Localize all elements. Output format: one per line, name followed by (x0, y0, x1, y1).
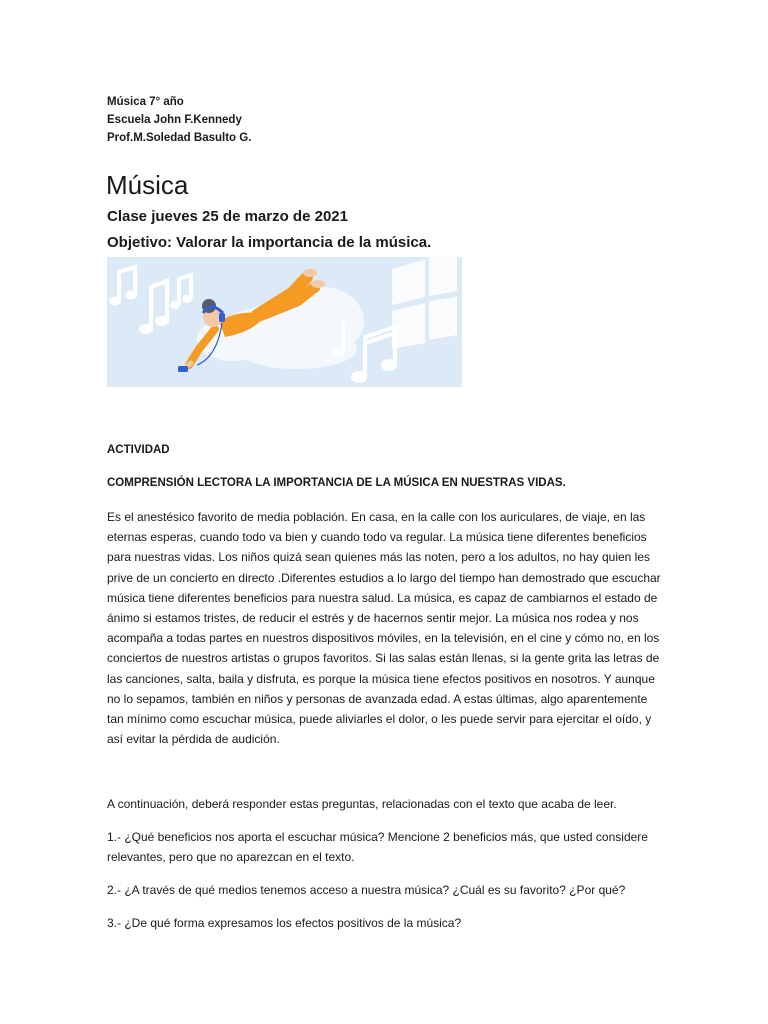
music-illustration (107, 257, 462, 387)
document-header (107, 93, 251, 147)
question-3: 3.- ¿De qué forma expresamos los efectos positivos de la música? (107, 916, 462, 930)
teacher-name: Prof.M.Soledad Basulto G. (107, 132, 252, 144)
page-title: Música (106, 170, 189, 200)
activity-label: ACTIVIDAD (107, 444, 170, 456)
reading-text: Es el anestésico favorito de media población. En casa, en la calle con los auriculares, de viaje, en las eternas esperas, cuando todo va bien y cuando todo va regular. La música tiene diferentes beneficios para nuestras vidas. Los niños quizá sean quienes más las noten, pero a los adultos, no hay quien les prive de un concierto en directo .Diferentes estudios a lo largo del tiempo han demostrado que escuchar música tiene diferentes beneficios para nuestra salud. La música, es capaz de cambiarnos el estado de ánimo si estamos tristes, de reducir el estrés y de hacernos sentir mejor. La música nos rodea y nos acompaña a todas partes en nuestros dispositivos móviles, en la televisión, en el cine y cómo no, en los conciertos de nuestros artistas o grupos favoritos. Si las salas están llenas, si la gente grita las letras de las canciones, salta, baila y disfruta, es porque la música tiene efectos positivos en nosotros. Y aunque no lo sepamos, también en niños y personas de avanzada edad. A estas últimas, algo aparentemente tan mínimo como escuchar música, puede aliviarles el dolor, o les puede servir para ejercitar el oído, y así evitar la pérdida de audición. (107, 510, 661, 747)
class-date: Clase jueves 25 de marzo de 2021 (107, 208, 348, 225)
instructions-text: A continuación, deberá responder estas preguntas, relacionadas con el texto que acaba de leer. (107, 797, 617, 811)
course-label: Música 7° año (107, 96, 184, 108)
class-objective: Objetivo: Valorar la importancia de la música. (107, 234, 432, 251)
school-name: Escuela John F.Kennedy (107, 114, 242, 126)
window-shape (392, 257, 457, 349)
question-1: 1.- ¿Qué beneficios nos aporta el escuchar música? Mencione 2 beneficios más, que usted considere relevantes, pero que no aparezcan en el texto. (107, 830, 648, 864)
person-listening-music-on-cloud-illustration (107, 257, 462, 387)
question-2: 2.- ¿A través de qué medios tenemos acceso a nuestra música? ¿Cuál es su favorito? ¿Por qué? (107, 883, 626, 897)
reading-title: COMPRENSIÓN LECTORA LA IMPORTANCIA DE LA MÚSICA EN NUESTRAS VIDAS. (107, 477, 566, 489)
